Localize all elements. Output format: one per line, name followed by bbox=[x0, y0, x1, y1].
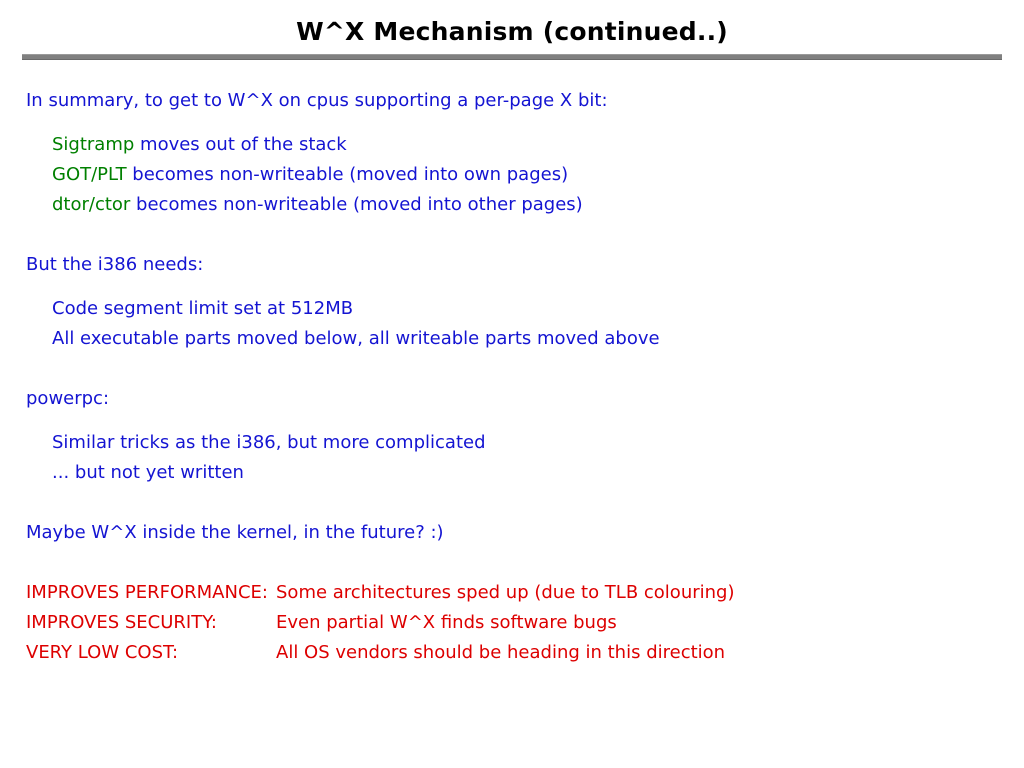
summary-item-term: GOT/PLT bbox=[52, 164, 127, 185]
summary-item bbox=[26, 130, 998, 160]
i386-item: All executable parts moved below, all writeable parts moved above bbox=[52, 328, 660, 349]
benefit-row bbox=[26, 578, 998, 608]
intro-text: In summary, to get to W^X on cpus supporting a per-page X bit: bbox=[26, 90, 608, 111]
spacer bbox=[26, 414, 998, 428]
page-title: W^X Mechanism (continued..) bbox=[296, 17, 728, 46]
powerpc-item: ... but not yet written bbox=[52, 462, 244, 483]
benefit-row bbox=[26, 608, 998, 638]
benefit-value: Some architectures sped up (due to TLB colouring) bbox=[276, 582, 735, 603]
spacer bbox=[26, 116, 998, 130]
summary-item bbox=[26, 160, 998, 190]
summary-item-rest: becomes non-writeable (moved into other pages) bbox=[130, 194, 583, 215]
summary-item-rest: moves out of the stack bbox=[134, 134, 347, 155]
summary-item-term: dtor/ctor bbox=[52, 194, 131, 215]
benefit-row bbox=[26, 638, 998, 668]
spacer bbox=[26, 548, 998, 578]
i386-heading: But the i386 needs: bbox=[26, 254, 204, 275]
summary-item-rest: becomes non-writeable (moved into own pages) bbox=[126, 164, 569, 185]
i386-item: Code segment limit set at 512MB bbox=[52, 298, 354, 319]
spacer bbox=[26, 280, 998, 294]
spacer bbox=[26, 354, 998, 384]
benefit-label: IMPROVES SECURITY: bbox=[26, 612, 217, 633]
spacer bbox=[26, 220, 998, 250]
slide-body bbox=[0, 60, 1024, 668]
kernel-future-line: Maybe W^X inside the kernel, in the future? :) bbox=[26, 522, 444, 543]
benefit-label: IMPROVES PERFORMANCE: bbox=[26, 582, 268, 603]
benefit-label: VERY LOW COST: bbox=[26, 642, 179, 663]
powerpc-heading: powerpc: bbox=[26, 388, 110, 409]
powerpc-item: Similar tricks as the i386, but more complicated bbox=[52, 432, 486, 453]
summary-item-term: Sigtramp bbox=[52, 134, 135, 155]
summary-item bbox=[26, 190, 998, 220]
benefit-value: All OS vendors should be heading in this direction bbox=[276, 642, 726, 663]
benefit-value: Even partial W^X finds software bugs bbox=[276, 612, 617, 633]
spacer bbox=[26, 488, 998, 518]
